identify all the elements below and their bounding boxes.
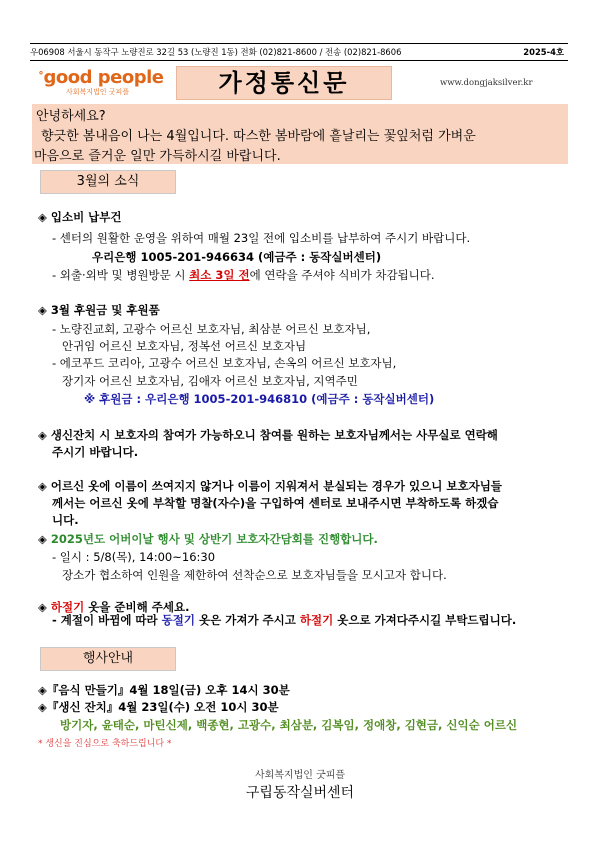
donations-line-3: - 에코푸드 코리아, 고광수 어르신 보호자님, 손옥의 어르신 보호자님, — [52, 356, 397, 370]
donations-heading: ◈ 3월 후원금 및 후원품 — [38, 303, 160, 317]
clothes-notice-line-3: 니다. — [52, 513, 79, 527]
parents-day-title: 2025년도 어버이날 행사 및 상반기 보호자간담회를 진행합니다. — [50, 532, 378, 546]
fee-line-2-end: 에 연락을 주셔야 식비가 차감됩니다. — [249, 268, 435, 282]
summer-clothes-heading — [38, 600, 189, 614]
summer-clothes-line-a: - 계절이 바뀜에 따라 — [52, 613, 162, 627]
footer-org: 사회복지법인 굿피플 — [254, 770, 346, 781]
donations-line-1: - 노량진교회, 고광수 어르신 보호자님, 최삼분 어르신 보호자님, — [52, 322, 371, 336]
fee-line-1: - 센터의 원활한 운영을 위하여 매월 23일 전에 입소비를 납부하여 주시기 바랍니다. — [52, 231, 471, 245]
clothes-notice-line-2: 께서는 어르신 옷에 부착할 명찰(자수)을 구입하여 센터로 보내주시면 부착하도록 하겠습 — [52, 496, 499, 510]
birthday-names: 방기자, 윤태순, 마틴신제, 백종현, 고광수, 최삼분, 김복임, 정애창, 김현금, 신익순 어르신 — [60, 718, 518, 732]
birthday-notice-line-2: 주시기 바랍니다. — [52, 445, 139, 459]
fee-deadline-highlight: 최소 3일 전 — [189, 268, 250, 282]
summer-clothes-highlight-2: 하절기 — [299, 613, 334, 627]
greeting-line-3: 마음으로 즐거운 일만 가득하시길 바랍니다. — [34, 149, 281, 164]
greeting-line-1: 안녕하세요? — [36, 109, 106, 124]
donations-line-2: 안귀임 어르신 보호자님, 정복선 어르신 보호자님 — [62, 339, 307, 353]
fee-line-2-start: - 외출·외박 및 병원방문 시 — [52, 268, 190, 282]
website-url: www.dongjaksilver.kr — [440, 78, 533, 88]
footer-center-name: 구립동작실버센터 — [245, 785, 355, 801]
fee-account: 우리은행 1005-201-946634 (예금주 : 동작실버센터) — [92, 250, 382, 264]
issue-number: 2025-4호 — [523, 47, 564, 57]
parents-day-diamond: ◈ — [38, 532, 47, 546]
parents-day-heading — [38, 532, 378, 546]
birthday-notice-line-1: ◈ 생신잔치 시 보호자의 참여가 가능하오니 참여를 원하는 보호자님께서는 사무실로 연락해 — [38, 428, 498, 442]
winter-clothes-highlight: 동절기 — [161, 613, 195, 627]
donations-account: ※ 후원금 : 우리은행 1005-201-946810 (예금주 : 동작실버센터) — [84, 392, 435, 406]
section-tab-march-news: 3월의 소식 — [40, 170, 176, 194]
donations-line-4: 장기자 어르신 보호자님, 김애자 어르신 보호자님, 지역주민 — [62, 374, 358, 388]
event-cooking: ◈『음식 만들기』4월 18일(금) 오후 14시 30분 — [38, 683, 290, 697]
logo-subtitle: 사회복지법인 굿피플 — [66, 88, 130, 96]
good-people-logo — [38, 69, 168, 103]
clothes-notice-line-1: ◈ 어르신 옷에 이름이 쓰여지지 않거나 이름이 지워져서 분실되는 경우가 있으니 보호자님들 — [38, 479, 502, 493]
summer-clothes-line-c: 옷은 가져가 주시고 — [195, 613, 300, 627]
greeting-line-2: 향긋한 봄내음이 나는 4월입니다. 따스한 봄바람에 흩날리는 꽃잎처럼 가벼운 — [41, 129, 476, 144]
parents-day-line-2: 장소가 협소하여 인원을 제한하여 선착순으로 보호자님들을 모시고자 합니다. — [62, 568, 447, 582]
section-tab-events: 행사안내 — [40, 647, 176, 671]
summer-clothes-title: 옷을 준비해 주세요. — [84, 600, 190, 614]
summer-clothes-highlight: 하절기 — [50, 600, 85, 614]
fee-line-2 — [52, 268, 435, 282]
logo-text: good people — [43, 67, 164, 88]
parents-day-line-1: - 일시 : 5/8(목), 14:00~16:30 — [52, 550, 216, 564]
summer-clothes-diamond: ◈ — [38, 600, 51, 614]
greeting-box — [32, 104, 568, 164]
address-bar — [30, 43, 568, 61]
fee-heading: ◈ 입소비 납부건 — [38, 210, 122, 224]
logo-mark-icon: ˚ — [38, 71, 44, 85]
address-text: 우06908 서울시 동작구 노량진로 32길 53 (노량진 1동) 전화 (02)821-8600 / 전송 (02)821-8606 — [30, 47, 402, 57]
birthday-congrats: * 생신을 진심으로 축하드립니다 * — [38, 739, 172, 749]
page-title: 가정통신문 — [176, 66, 392, 100]
event-birthday: ◈『생신 잔치』4월 23일(수) 오전 10시 30분 — [38, 700, 279, 714]
summer-clothes-line-e: 옷으로 가져다주시길 부탁드립니다. — [333, 613, 517, 627]
summer-clothes-line — [52, 613, 516, 627]
